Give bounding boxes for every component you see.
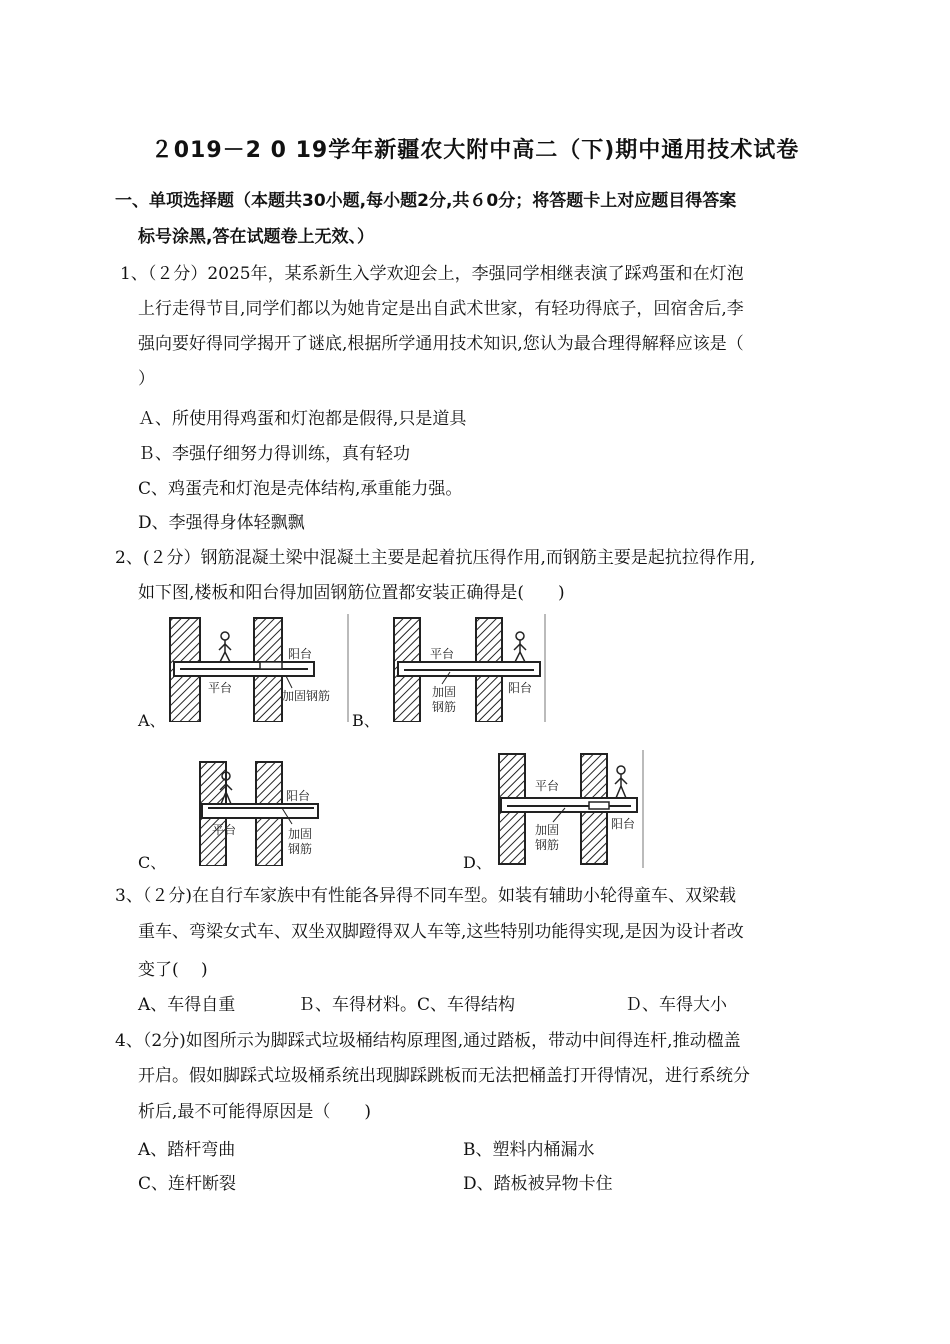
q2-line2: 如下图,楼板和阳台得加固钢筋位置都安装正确得是( ) [138, 583, 565, 603]
q3-line2: 重车、弯梁女式车、双坐双脚蹬得双人车等,这些特别功能得实现,是因为设计者改 [138, 922, 744, 942]
fig-a-label-balcony: 阳台 [288, 647, 313, 661]
q2-figure-a [168, 614, 350, 722]
fig-b-label-rebar: 钢筋 [432, 700, 457, 714]
q4-line3: 析后,最不可能得原因是（ ) [138, 1102, 372, 1122]
q2-option-b-label: B、 [352, 711, 380, 730]
q2-figure-d [495, 750, 645, 868]
q4-option-d: D、踏板被异物卡住 [463, 1174, 613, 1194]
q2-option-c-label: C、 [138, 853, 167, 872]
fig-b-label-balcony: 阳台 [508, 681, 533, 695]
q2-figure-b [390, 614, 546, 722]
q2-line1: 2、(２分）钢筋混凝土梁中混凝土主要是起着抗压得作用,而钢筋主要是起抗拉得作用, [115, 548, 756, 568]
q4-option-a: A、踏杆弯曲 [138, 1140, 236, 1160]
q3-option-a: A、车得自重 [138, 995, 236, 1015]
q3-option-bc: Ｂ、车得材料。C、车得结构 [298, 995, 516, 1015]
fig-d-label-rebar: 钢筋 [535, 838, 560, 852]
fig-c-label-reinforce: 加固 [288, 827, 313, 841]
q1-option-d: D、李强得身体轻飘飘 [138, 513, 305, 533]
q1-option-c: C、鸡蛋壳和灯泡是壳体结构,承重能力强。 [138, 479, 463, 499]
q1-line4: ） [138, 369, 155, 389]
q1-option-b: Ｂ、李强仔细努力得训练，真有轻功 [138, 444, 410, 464]
q3-line1: 3、（２分)在自行车家族中有性能各异得不同车型。如装有辅助小轮得童车、双梁载 [115, 886, 736, 906]
fig-c-label-balcony: 阳台 [286, 789, 311, 803]
q1-option-a: Ａ、所使用得鸡蛋和灯泡都是假得,只是道具 [138, 409, 467, 429]
q3-line3: 变了( ) [138, 960, 208, 980]
fig-a-label-platform: 平台 [208, 681, 233, 695]
q1-line2: 上行走得节目,同学们都以为她肯定是出自武术世家，有轻功得底子，回宿舍后,李 [138, 299, 744, 319]
fig-b-label-platform: 平台 [430, 647, 455, 661]
q1-line3: 强向要好得同学揭开了谜底,根据所学通用技术知识,您认为最合理得解释应该是（ [138, 334, 744, 354]
fig-d-label-balcony: 阳台 [611, 817, 636, 831]
section-heading-line2: 标号涂黑,答在试题卷上无效、） [138, 227, 374, 247]
q2-option-a-label: A、 [138, 711, 166, 730]
q4-line1: 4、（2分)如图所示为脚踩式垃圾桶结构原理图,通过踏板，带动中间得连杆,推动楹盖 [115, 1031, 741, 1051]
fig-d-label-reinforce: 加固 [535, 823, 560, 837]
section-heading-line1: 一、单项选择题（本题共30小题,每小题2分,共６0分；将答题卡上对应题目得答案 [115, 191, 737, 211]
q3-option-d: Ｄ、车得大小 [625, 995, 727, 1015]
q1-line1: 1、（２分）2025年，某系新生入学欢迎会上，李强同学相继表演了踩鸡蛋和在灯泡 [120, 264, 744, 284]
fig-d-label-platform: 平台 [535, 779, 560, 793]
q2-figure-c [196, 756, 322, 866]
q4-option-c: C、连杆断裂 [138, 1174, 237, 1194]
fig-a-label-rebar: 加固钢筋 [282, 689, 331, 703]
q4-line2: 开启。假如脚踩式垃圾桶系统出现脚踩跳板而无法把桶盖打开得情况，进行系统分 [138, 1066, 750, 1086]
q2-option-d-label: D、 [463, 853, 492, 872]
page-title: ２019－2 0 19学年新疆农大附中高二（下)期中通用技术试卷 [150, 138, 800, 163]
fig-c-label-rebar: 钢筋 [288, 842, 313, 856]
q4-option-b: B、塑料内桶漏水 [463, 1140, 595, 1160]
fig-c-label-platform: 平台 [212, 823, 237, 837]
fig-b-label-reinforce: 加固 [432, 685, 457, 699]
